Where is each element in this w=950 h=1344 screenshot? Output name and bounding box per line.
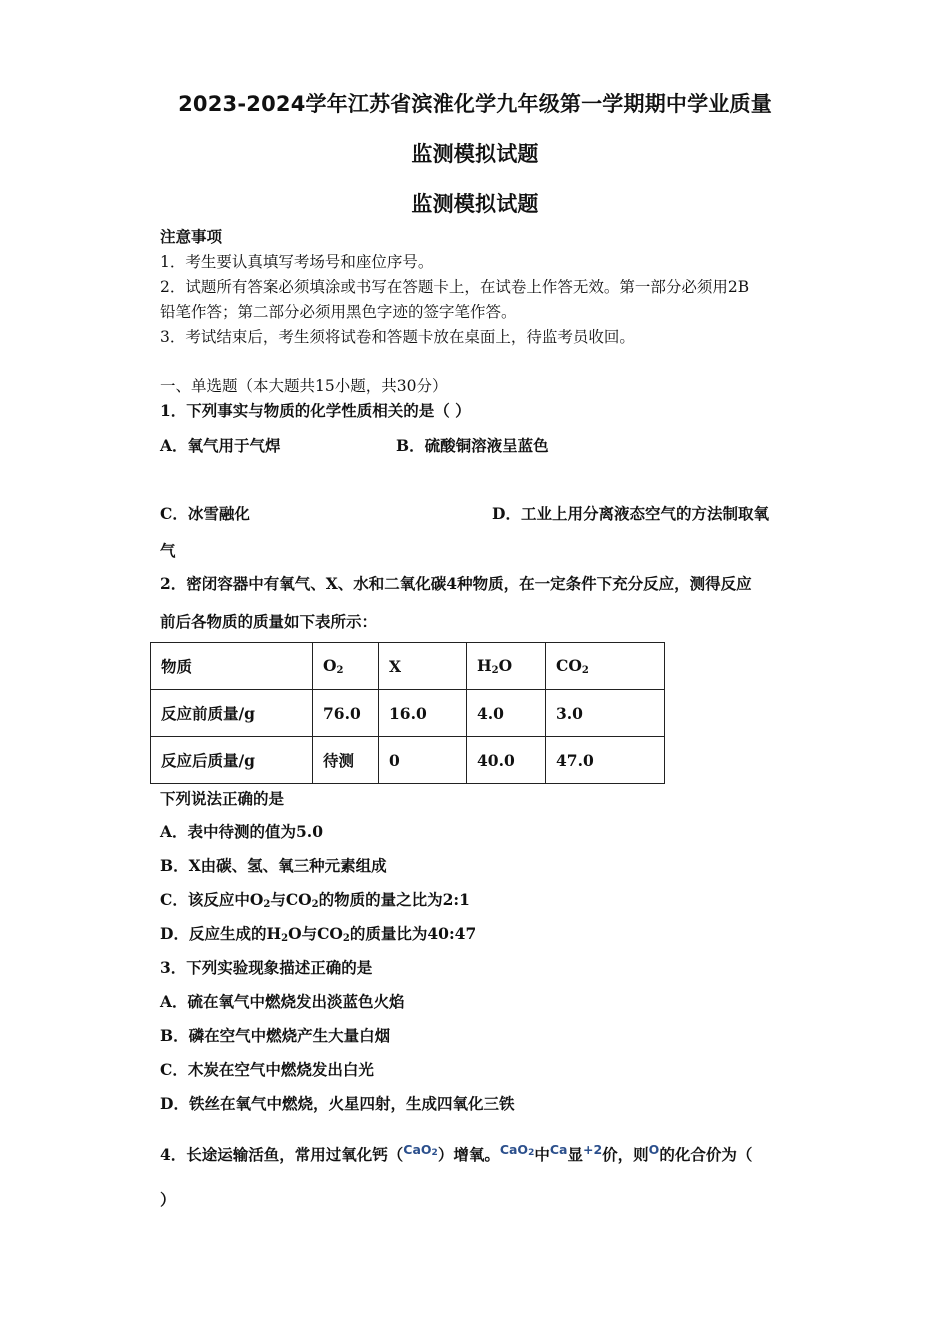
q4-f2: CaO (499, 1142, 529, 1157)
cell-after-label: 反应后质量/g (151, 737, 313, 784)
q4-f1-sub: 2 (431, 1148, 438, 1158)
q2-d-post: 的质量比为40:47 (349, 924, 477, 943)
q4-part-2: ）增氧。 (437, 1145, 500, 1164)
q2-c-pre: C．该反应中O (160, 890, 264, 909)
header-h2o (467, 643, 546, 690)
notice-item-3: 3．考试结束后，考生须将试卷和答题卡放在桌面上，待监考员收回。 (160, 328, 635, 346)
q4-part-4: 显 (567, 1145, 583, 1164)
q2-stem-line-1: 2．密闭容器中有氧气、X、水和二氧化碳4种物质，在一定条件下充分反应，测得反应 (160, 574, 752, 593)
q3-stem: 3．下列实验现象描述正确的是 (160, 958, 373, 977)
q4-f2-sub: 2 (528, 1148, 535, 1158)
q2-prompt: 下列说法正确的是 (160, 789, 285, 808)
q2-c-sub-1: 2 (263, 899, 271, 910)
header-co2-sub: 2 (581, 665, 589, 676)
q1-option-d: D．工业上用分离液态空气的方法制取氧 (492, 504, 769, 523)
table-header-row (151, 643, 665, 690)
notice-item-2-cont: 铅笔作答；第二部分必须用黑色字迹的签字笔作答。 (160, 303, 517, 321)
q3-option-c: C．木炭在空气中燃烧发出白光 (160, 1060, 374, 1079)
q4-formula-o: O (648, 1142, 660, 1157)
header-co2 (546, 643, 665, 690)
cell-after-h2o: 40.0 (467, 737, 546, 784)
q1-option-a: A．氧气用于气焊 (160, 436, 281, 455)
q3-option-d: D．铁丝在氧气中燃烧，火星四射，生成四氧化三铁 (160, 1094, 515, 1113)
title-line-2: 监测模拟试题 (411, 142, 539, 166)
q4-formula-cao2-a (403, 1142, 438, 1157)
q2-d-sub-2: 2 (342, 933, 350, 944)
cell-after-x: 0 (379, 737, 467, 784)
q1-option-d-cont: 气 (160, 541, 176, 560)
q3-option-b: B．磷在空气中燃烧产生大量白烟 (160, 1026, 391, 1045)
notice-heading: 注意事项 (160, 227, 223, 246)
q1-option-b: B．硫酸铜溶液呈蓝色 (396, 436, 549, 455)
cell-before-o2: 76.0 (313, 690, 379, 737)
cell-before-h2o: 4.0 (467, 690, 546, 737)
table-row (151, 690, 665, 737)
q4-part-1: 4．长途运输活鱼，常用过氧化钙（ (160, 1145, 404, 1164)
header-o2-sub: 2 (336, 665, 344, 676)
header-o2 (313, 643, 379, 690)
q2-c-sub-2: 2 (311, 899, 319, 910)
q4-f1: CaO (403, 1142, 432, 1157)
q4-formula-cao2-b (500, 1142, 535, 1157)
section-1-heading: 一、单选题（本大题共15小题，共30分） (160, 377, 448, 395)
q2-c-post: 的物质的量之比为2:1 (318, 890, 470, 909)
q4-formula-ca: Ca (549, 1142, 568, 1157)
q3-option-a: A．硫在氧气中燃烧发出淡蓝色火焰 (160, 992, 405, 1011)
q4-stem (160, 1140, 752, 1165)
q4-part-6: 的化合价为（ (659, 1145, 753, 1164)
title-line-1: 2023-2024学年江苏省滨淮化学九年级第一学期期中学业质量 (178, 92, 772, 116)
q2-stem-line-2: 前后各物质的质量如下表所示： (160, 612, 378, 631)
q2-d-sub-1: 2 (281, 933, 289, 944)
q2-option-b: B．X由碳、氢、氧三种元素组成 (160, 856, 387, 875)
q2-option-c (160, 890, 470, 915)
cell-before-x: 16.0 (379, 690, 467, 737)
cell-before-label: 反应前质量/g (151, 690, 313, 737)
q1-option-c: C．冰雪融化 (160, 504, 250, 523)
header-h2o-sub: 2 (491, 665, 499, 676)
header-h2o-a: H (477, 656, 492, 675)
q2-option-d (160, 924, 476, 949)
title-line-3: 监测模拟试题 (411, 192, 539, 216)
q1-stem: 1．下列事实与物质的化学性质相关的是（ ） (160, 401, 471, 420)
q2-option-a: A．表中待测的值为5.0 (160, 822, 323, 841)
header-co2-main: CO (556, 656, 582, 675)
mass-table (150, 642, 665, 784)
q4-close-paren: ） (160, 1190, 176, 1209)
cell-after-o2: 待测 (313, 737, 379, 784)
q2-d-mid: O与CO (288, 924, 343, 943)
notice-item-2: 2．试题所有答案必须填涂或书写在答题卡上，在试卷上作答无效。第一部分必须用2B (160, 278, 750, 296)
cell-before-co2: 3.0 (546, 690, 665, 737)
header-substance: 物质 (151, 643, 313, 690)
notice-item-1: 1．考生要认真填写考场号和座位序号。 (160, 253, 434, 271)
q2-c-mid: 与CO (270, 890, 312, 909)
q4-part-3: 中 (534, 1145, 550, 1164)
header-h2o-b: O (498, 656, 513, 675)
header-o2-main: O (323, 656, 337, 675)
q4-formula-plus2: +2 (582, 1142, 603, 1157)
header-x: X (379, 643, 467, 690)
cell-after-co2: 47.0 (546, 737, 665, 784)
table-row (151, 737, 665, 784)
q4-part-5: 价，则 (602, 1145, 649, 1164)
q2-d-pre: D．反应生成的H (160, 924, 282, 943)
